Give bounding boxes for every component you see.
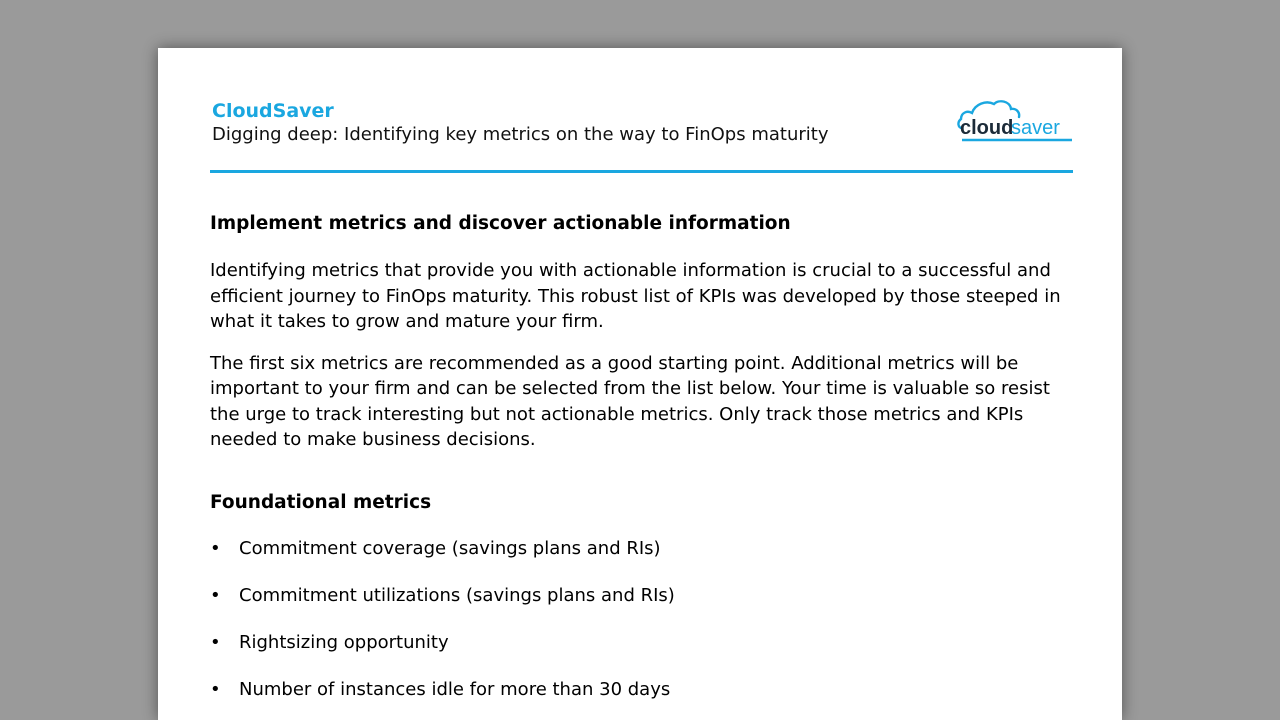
list-item (210, 584, 1070, 608)
bullet-icon: • (210, 631, 221, 653)
list-item (210, 537, 1070, 561)
section-heading-actionable: Implement metrics and discover actionable information (210, 213, 791, 234)
cloudsaver-logo (956, 98, 1074, 144)
list-item (210, 678, 1070, 702)
document-page (158, 48, 1122, 720)
bullet-icon: • (210, 584, 221, 606)
list-item-text: Commitment coverage (savings plans and RIs) (239, 537, 661, 559)
document-subtitle: Digging deep: Identifying key metrics on the way to FinOps maturity (212, 124, 829, 145)
bullet-icon: • (210, 537, 221, 559)
bullet-icon: • (210, 678, 221, 700)
logo-text-saver: saver (1011, 117, 1060, 139)
header-divider (210, 170, 1073, 173)
document-body (210, 212, 1070, 720)
recommendation-paragraph: The first six metrics are recommended as a good starting point. Additional metrics will be important to your firm and can be selected from the list below. Your time is valuable so resist the urge to track interesting but not actionable metrics. Only track those metrics and KPIs needed to make business decisions. (210, 352, 1050, 450)
list-item-text: Commitment utilizations (savings plans and RIs) (239, 584, 675, 606)
section-heading-foundational: Foundational metrics (210, 491, 432, 513)
list-item-text: Number of instances idle for more than 30 days (239, 678, 671, 700)
brand-title: CloudSaver (212, 100, 334, 122)
document-header (212, 100, 1072, 147)
list-item (210, 631, 1070, 655)
intro-paragraph: Identifying metrics that provide you with actionable information is crucial to a successful and efficient journey to FinOps maturity. This robust list of KPIs was developed by those steeped in what it takes to grow and mature your firm. (210, 260, 1061, 332)
foundational-metrics-list (210, 537, 1070, 702)
list-item-text: Rightsizing opportunity (239, 631, 449, 653)
logo-text-cloud: cloud (960, 117, 1014, 139)
